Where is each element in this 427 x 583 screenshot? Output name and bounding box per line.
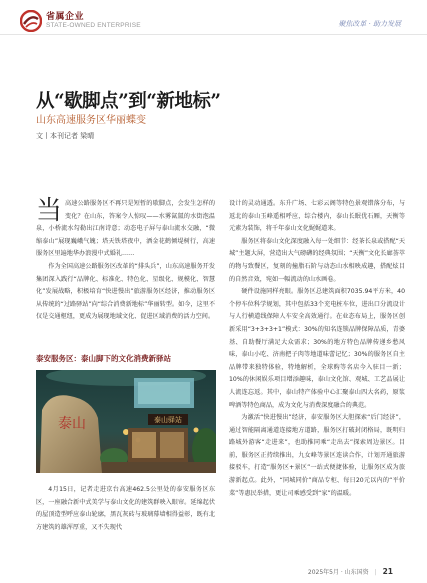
brand-subtitle: STATE-OWNED ENTERPRISE <box>46 22 141 29</box>
left-column <box>36 198 215 324</box>
paragraph: 设计的灵动通透。东升广场、七彩云阁等特色景观错落分布，与返北的泰山玉峰遥相呼应，综合楼内，泰山长眠优石厢，天衡等元素为装饰，将千年泰山文化娓娓道来。 <box>229 200 405 233</box>
right-column <box>229 198 405 500</box>
header-divider <box>0 34 427 35</box>
rock-inscription: 泰山 <box>58 416 86 432</box>
page-header <box>0 0 427 46</box>
article-byline: 文丨本刊记者 梁晴 <box>36 132 95 140</box>
photo-sign: 泰山驿站 <box>154 416 182 424</box>
section-heading: 泰安服务区：泰山脚下的文化消费新驿站 <box>36 354 171 363</box>
issue-label: 2025年5月 · 山东国资 <box>307 569 369 576</box>
section-label: 聚焦改革 · 助力发展 <box>338 20 401 28</box>
paragraph: 作为全国高速公路服务区改革的“排头兵”，山东高速服务开发集团深入践行“品牌化、标准化、特色化、星级化、规模化、智慧化”发展战略，积极培育“快进慢出”旅游服务区经济，推动服务区从传统的“过路驿站”向“综合消费新地标”华丽转型。如今，这里不仅是交通枢纽，更成为展现地域文化、促进区域消费的活力空间。 <box>36 262 215 321</box>
paragraph: 服务区将泰山文化深度融入每一处细节：经茶长泉或搭配“天城”主题大屏，营造出大气磅礴的经典氛围；“天衡”文化长廊荟萃的物与致餐区，复刻的撞脂石阶与动态山水相映成趣，搭配炫目的自然音效，宛如一幅流动的山水画卷。 <box>229 237 405 283</box>
dropcap: 当 <box>36 196 63 226</box>
footer-divider: | <box>374 569 377 576</box>
left-column-continued <box>36 484 215 534</box>
brand-title: 省属企业 <box>46 12 85 22</box>
paragraph: 硬件设施同样亮眼。服务区总建筑面积7035.94平方米，40个停车位科学规划，其中包括33个充电桩车位，进出口分流设计与人行横道线保障人车安全高效通行。在业态布局上，服务区创新采用“3+3+3+1”模式：30%的知名连锁品牌保障品质，青婆基、自助餐厅满足大众需求；30%的地方特色品牌传递乡愁风味，泰山小吃、济南把子肉等地道味蕾记忆；30%的服务区自主品牌带来独特体验，特地解析，全球购等名店今入驻目一新；10%的休闲娱乐项目增添趣味，泰山文化馆、观城、工艺品展让人流连忘返。其中，泰山特产体验中心汇聚泰山四大名药，原浆啤酒等特色商品，成为文化与消费深度融合的典范。 <box>229 288 405 409</box>
article-subtitle: 山东高速服务区华丽蝶变 <box>36 115 146 126</box>
paragraph-text: 高速公路服务区不再只是短暂的歇脚点，会发生怎样的变化？在山东，答案令人惊叹——水雾氤氲的水街泡温泉，小桥流水勾勒出江南诗意；动态电子屏与泰山流水交融，“微缩泰山”展现巍峨气魄；塔天铁塔夜中，洒金花鹤倾堤树行，高速服务区里遍地华办浪漫中式婚礼…… <box>36 200 215 258</box>
paragraph <box>36 198 215 261</box>
page-number: 21 <box>382 567 393 576</box>
article-title: 从“歇脚点”到“新地标” <box>36 91 221 112</box>
photo-illustration <box>36 370 216 473</box>
logo-icon <box>20 10 42 32</box>
page-footer <box>308 567 393 576</box>
paragraph: 4月15日，记者走进京台高速462.5公里处的泰安服务区东区，一座融合新中式美学与泰山文化的建筑群映入眼帘。延绵起伏的屋顶造型呼应泰山轮廓，黑瓦灰砖与玻璃幕墙相得益彰，既有北方建筑的雄浑厚重，又不失现代 <box>36 486 215 531</box>
paragraph: 为激活“快进慢出”经济，泰安服务区大胆探索“后门经济”，通过智能隔离通道连接地方道路，服务区打破封闭格局，既明归路城外游客“走进来”，也助推同乘“走出去”探索周边景区。目前，服务区正持续推出，九女峰等景区连读合作，计划开通旅游接驳车，打造“服务区+景区”一站式便捷体验，让服务区成为旅游新起点。此外，“同城同价”商品专柜、每日20元以内的“平价菜”等惠民举措，更让司乘感受到“家”的温暖。 <box>229 414 405 497</box>
service-area-photo <box>36 370 216 473</box>
